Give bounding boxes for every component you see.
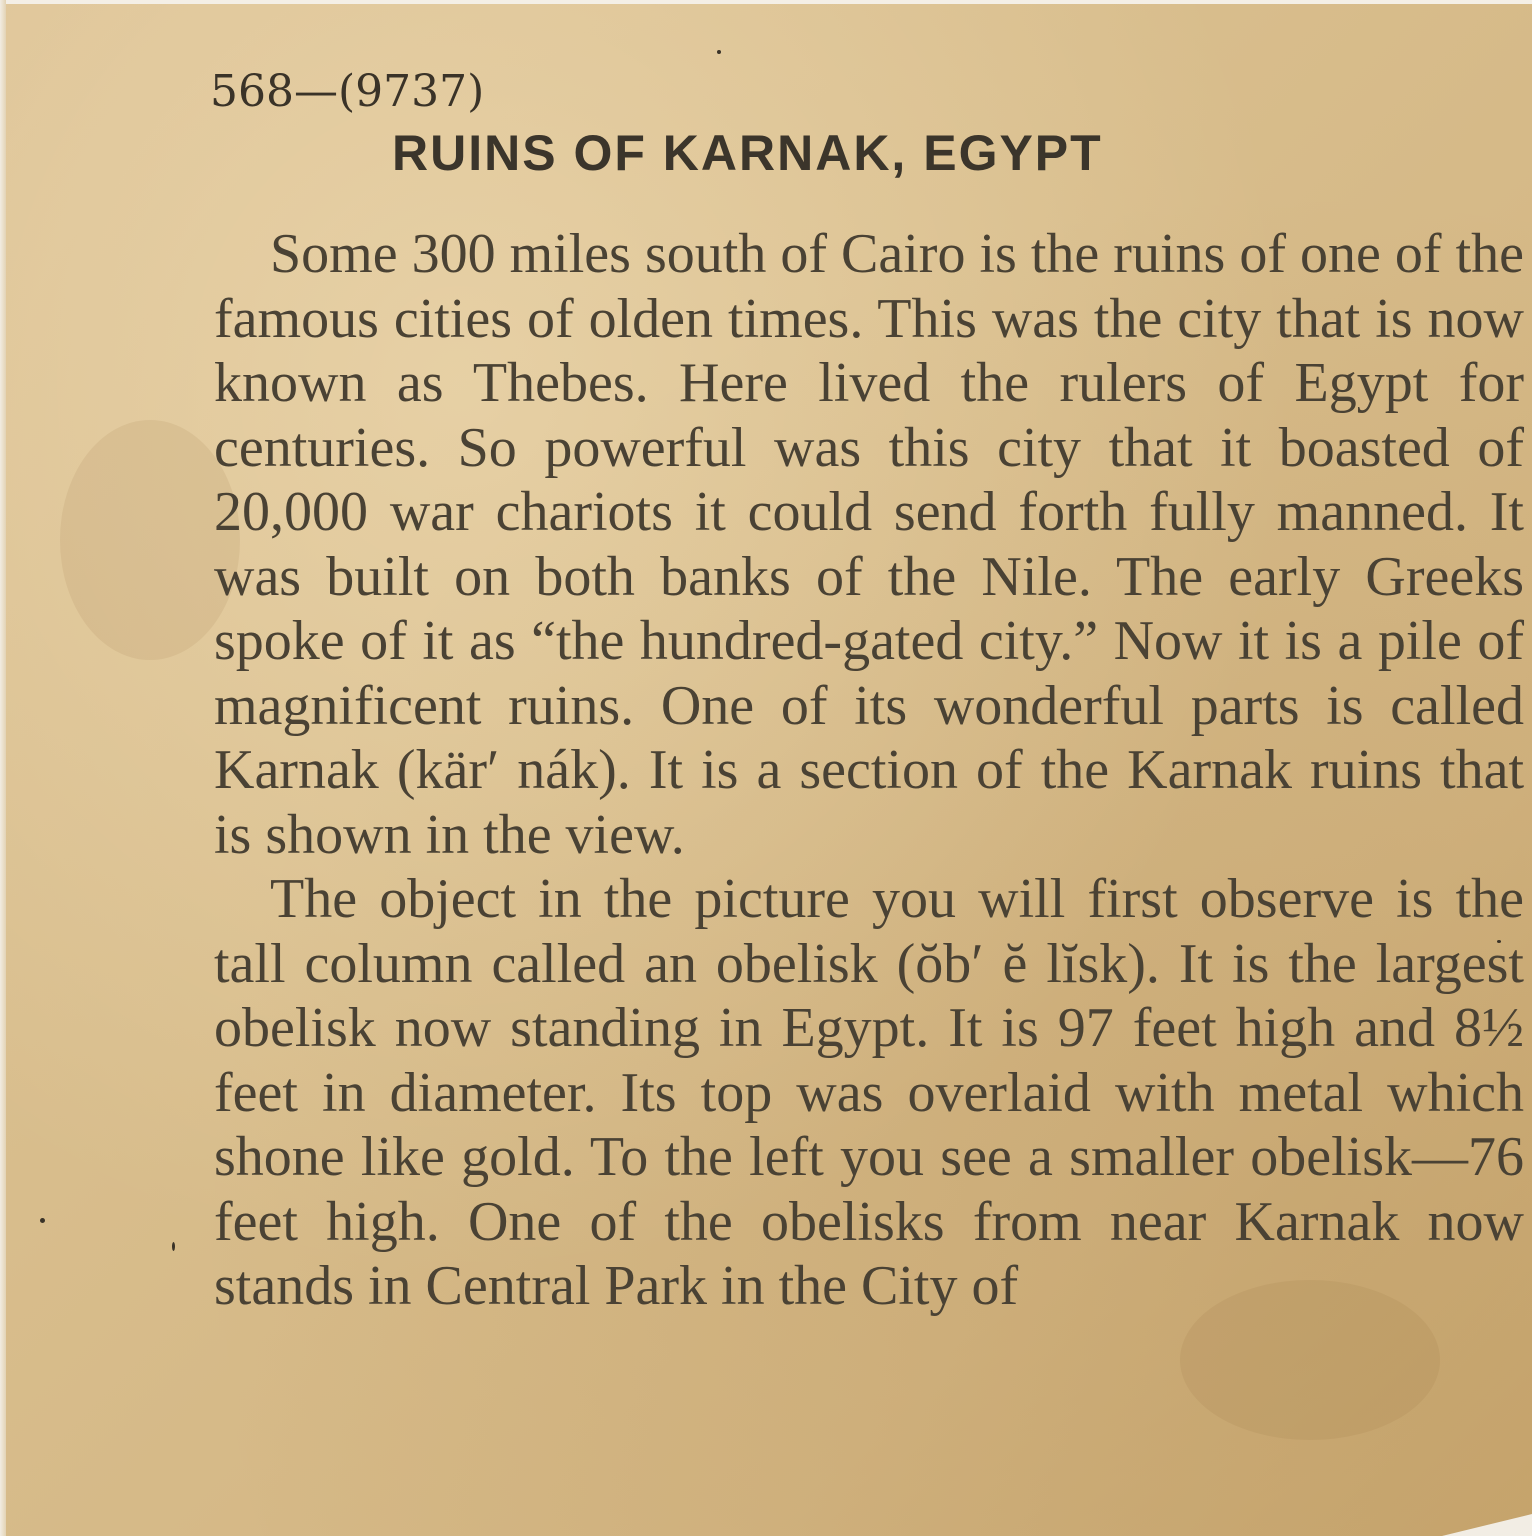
paragraph-1: Some 300 miles south of Cairo is the ruins of one of the famous cities of olden times. This was the city that is now known as Thebes. Here lived the rulers of Egypt for centuries. So powerful was this city that it boasted of 20,000 war chariots it could send forth fully manned. It was built on both banks of the Nile. The early Greeks spoke of it as “the hundred-gated city.” Now it is a pile of magnificent ruins. One of its wonderful parts is called Karnak (kär′ nák). It is a section of the Karnak ruins that is shown in the view. [214,223,1524,866]
speck [40,1218,45,1223]
card-title: RUINS OF KARNAK, EGYPT [392,125,1103,181]
card-top-edge [0,0,1532,4]
torn-corner [1442,1514,1532,1536]
paragraph-2: The object in the picture you will first observe is the tall column called an obelisk (ŏb′ ĕ lĭsk). It is the largest obelisk now standing in Egypt. It is 97 feet high and 8½ feet in diameter. Its top was overlaid with metal which shone like gold. To the left you see a smaller obelisk—76 feet high. One of the obelisks from near Karnak now stands in Central Park in the City of [214,868,1524,1317]
paper-stain [60,420,240,660]
speck [172,1242,175,1251]
description-text [214,222,1524,1319]
speck [717,50,721,54]
card-number: 568—(9737) [210,66,485,117]
card-left-edge [0,0,6,1536]
